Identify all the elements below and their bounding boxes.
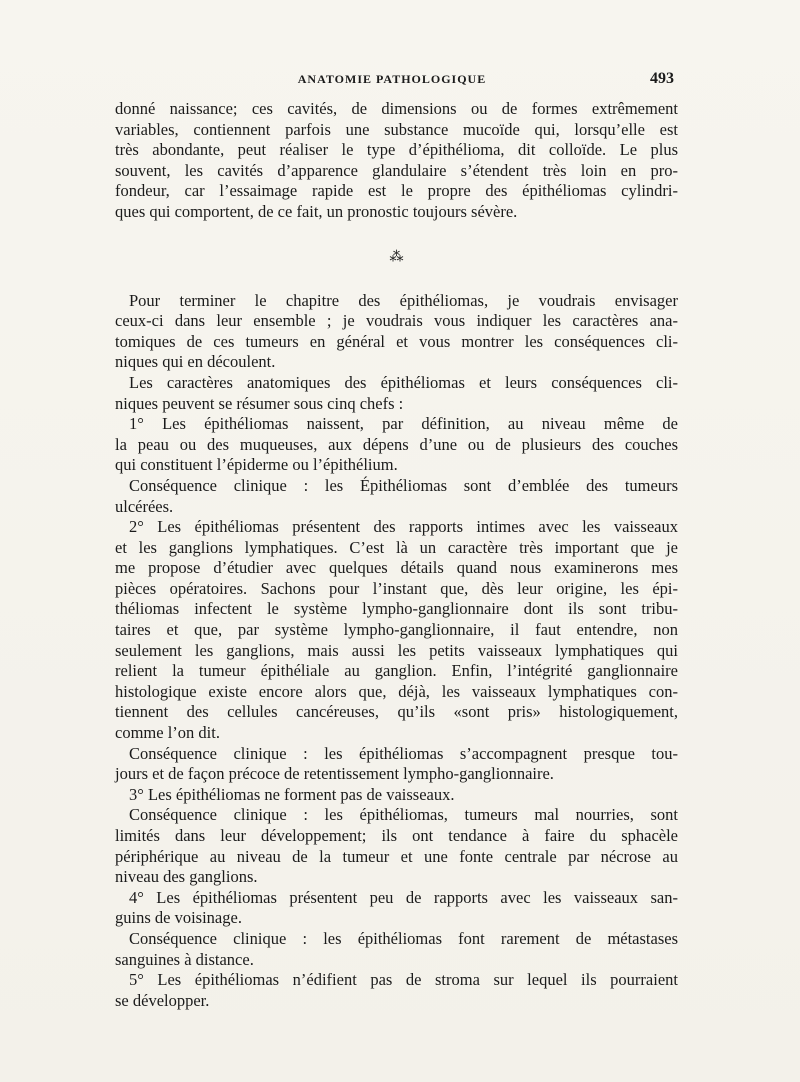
paragraph-summary xyxy=(115,373,678,414)
body-text xyxy=(115,99,678,1011)
text-line: niques peuvent se résumer sous cinq chefs : xyxy=(115,393,404,413)
text-line: sanguines à distance. xyxy=(115,949,254,969)
text-line: guins de voisinage. xyxy=(115,908,242,928)
text-line: limités dans leur développement; ils ont tendance à faire du sphacèle xyxy=(115,826,678,845)
text-line: 4° Les épithéliomas présentent peu de rapports avec les vaisseaux san- xyxy=(129,887,678,907)
text-line: variables, contiennent parfois une substance mucoïde qui, lorsqu’elle est xyxy=(115,119,678,139)
text-line: 5° Les épithéliomas n’édifient pas de stroma sur lequel ils pourraient xyxy=(129,970,678,990)
paragraph-point-3 xyxy=(115,785,678,806)
text-line: très abondante, peut réaliser le type d’épithélioma, dit colloïde. Le plus xyxy=(115,140,678,160)
text-line: Conséquence clinique : les épithéliomas, tumeurs mal nourries, sont xyxy=(129,805,678,825)
paragraph-consequence-4 xyxy=(115,929,678,970)
text-line: pièces opératoires. Sachons pour l’instant que, dès leur origine, les épi- xyxy=(115,578,678,598)
text-line: ceux-ci dans leur ensemble ; je voudrais vous indiquer les caractères ana- xyxy=(115,311,678,331)
text-line: Conséquence clinique : les épithéliomas s’accompagnent presque tou- xyxy=(129,743,678,763)
text-line: ques qui comportent, de ce fait, un pronostic toujours sévère. xyxy=(115,201,518,221)
paragraph-intro xyxy=(115,291,678,373)
text-line: souvent, les cavités d’apparence glandulaire s’étendent très loin en pro- xyxy=(115,160,678,180)
text-line: Pour terminer le chapitre des épithéliomas, je voudrais envisager xyxy=(129,290,678,310)
paragraph-continuation xyxy=(115,99,678,223)
text-line: la peau ou des muqueuses, aux dépens d’une ou de plusieurs des couches xyxy=(115,434,678,454)
text-line: me propose d’étudier avec quelques détails quand nous examinerons mes xyxy=(115,558,678,578)
text-line: jours et de façon précoce de retentissement lympho-ganglionnaire. xyxy=(115,764,554,784)
text-line: tiennent des cellules cancéreuses, qu’ils «sont pris» histologiquement, xyxy=(115,702,678,722)
paragraph-point-4 xyxy=(115,888,678,929)
page-number: 493 xyxy=(650,70,674,87)
text-line: seulement les ganglions, mais aussi les petits vaisseaux lymphatiques qui xyxy=(115,640,678,660)
paragraph-consequence-1 xyxy=(115,476,678,517)
text-line: niveau des ganglions. xyxy=(115,867,258,887)
paragraph-point-2 xyxy=(115,517,678,744)
text-line: 3° Les épithéliomas ne forment pas de vaisseaux. xyxy=(129,784,455,804)
text-line: Les caractères anatomiques des épithéliomas et leurs conséquences cli- xyxy=(129,372,678,392)
text-line: tomiques de ces tumeurs en général et vous montrer les conséquences cli- xyxy=(115,331,678,351)
text-line: niques qui en découlent. xyxy=(115,352,276,372)
section-break-asterism xyxy=(115,223,678,291)
text-line: comme l’on dit. xyxy=(115,723,220,743)
paragraph-point-1 xyxy=(115,414,678,476)
running-head xyxy=(112,72,672,94)
paragraph-consequence-3 xyxy=(115,805,678,887)
text-line: taires et que, par système lympho-ganglionnaire, il faut entendre, non xyxy=(115,620,678,640)
text-line: fondeur, car l’essaimage rapide est le propre des épithéliomas cylindri- xyxy=(115,181,678,201)
text-line: 2° Les épithéliomas présentent des rapports intimes avec les vaisseaux xyxy=(129,517,678,537)
text-line: 1° Les épithéliomas naissent, par définition, au niveau même de xyxy=(129,414,678,434)
text-line: qui constituent l’épiderme ou l’épithélium. xyxy=(115,455,398,475)
text-line: se développer. xyxy=(115,990,210,1010)
asterism-glyph: ⁂ xyxy=(389,249,404,265)
text-line: Conséquence clinique : les Épithéliomas sont d’emblée des tumeurs xyxy=(129,475,678,495)
text-line: Conséquence clinique : les épithéliomas font rarement de métastases xyxy=(129,928,678,948)
paragraph-point-5 xyxy=(115,970,678,1011)
text-line: et les ganglions lymphatiques. C’est là un caractère très important que je xyxy=(115,537,678,557)
text-line: donné naissance; ces cavités, de dimensions ou de formes extrêmement xyxy=(115,99,678,118)
text-line: histologique existe encore alors que, déjà, les vaisseaux lymphatiques con- xyxy=(115,681,678,701)
text-line: ulcérées. xyxy=(115,496,174,516)
running-title: ANATOMIE PATHOLOGIQUE xyxy=(297,72,487,86)
paragraph-consequence-2 xyxy=(115,744,678,785)
text-line: relient la tumeur épithéliale au ganglion. Enfin, l’intégrité ganglionnaire xyxy=(115,661,678,681)
text-line: périphérique au niveau de la tumeur et une fonte centrale par nécrose au xyxy=(115,846,678,866)
text-line: théliomas infectent le système lympho-ganglionnaire dont ils sont tribu- xyxy=(115,599,678,619)
